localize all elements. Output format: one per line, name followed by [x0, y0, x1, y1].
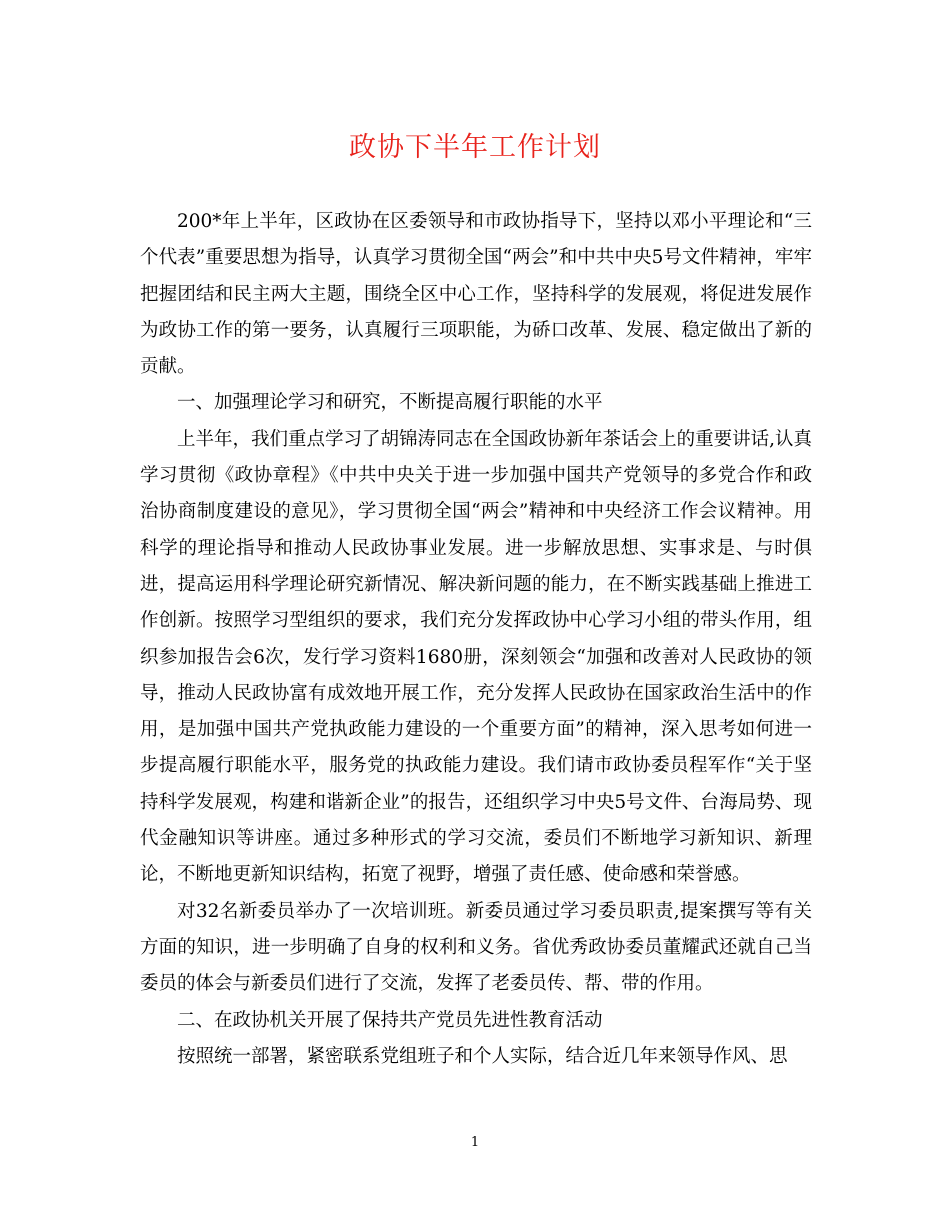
- paragraph-deployment: 按照统一部署，紧密联系党组班子和个人实际，结合近几年来领导作风、思: [177, 1045, 788, 1067]
- paragraph-training: 对32名新委员举办了一次培训班。新委员通过学习委员职责,提案撰写等有关方面的知识，进一步明确了自身的权利和义务。省优秀政协委员董耀武还就自己当委员的体会与新委员们进行了交流，发挥了老委员传、帮、带的作用。: [140, 900, 812, 995]
- paragraph-intro: 200*年上半年，区政协在区委领导和市政协指导下，坚持以邓小平理论和“三个代表”重要思想为指导，认真学习贯彻全国“两会”和中共中央5号文件精神，牢牢把握团结和民主两大主题，围绕全区中心工作，坚持科学的发展观，将促进发展作为政协工作的第一要务，认真履行三项职能，为硚口改革、发展、稳定做出了新的贡献。: [140, 211, 812, 378]
- paragraph-study: 上半年，我们重点学习了胡锦涛同志在全国政协新年茶话会上的重要讲话,认真学习贯彻《政协章程》《中共中央关于进一步加强中国共产党领导的多党合作和政治协商制度建设的意见》，学习贯彻全国“两会”精神和中央经济工作会议精神。用科学的理论指导和推动人民政协事业发展。进一步解放思想、实事求是、与时俱进，提高运用科学理论研究新情况、解决新问题的能力，在不断实践基础上推进工作创新。按照学习型组织的要求，我们充分发挥政协中心学习小组的带头作用，组织参加报告会6次，发行学习资料1680册，深刻领会“加强和改善对人民政协的领导，推动人民政协富有成效地开展工作，充分发挥人民政协在国家政治生活中的作用，是加强中国共产党执政能力建设的一个重要方面”的精神，深入思考如何进一步提高履行职能水平，服务党的执政能力建设。我们请市政协委员程军作“关于坚持科学发展观，构建和谐新企业”的报告，还组织学习中央5号文件、台海局势、现代金融知识等讲座。通过多种形式的学习交流，委员们不断地学习新知识、新理论，不断地更新知识结构，拓宽了视野，增强了责任感、使命感和荣誉感。: [140, 428, 812, 886]
- document-title: 政协下半年工作计划: [349, 132, 601, 163]
- section-heading-1: 一、加强理论学习和研究，不断提高履行职能的水平: [177, 392, 603, 414]
- document-body: [140, 204, 812, 1075]
- page-number: 1: [470, 1135, 480, 1150]
- section-heading-2: 二、在政协机关开展了保持共产党员先进性教育活动: [177, 1009, 603, 1031]
